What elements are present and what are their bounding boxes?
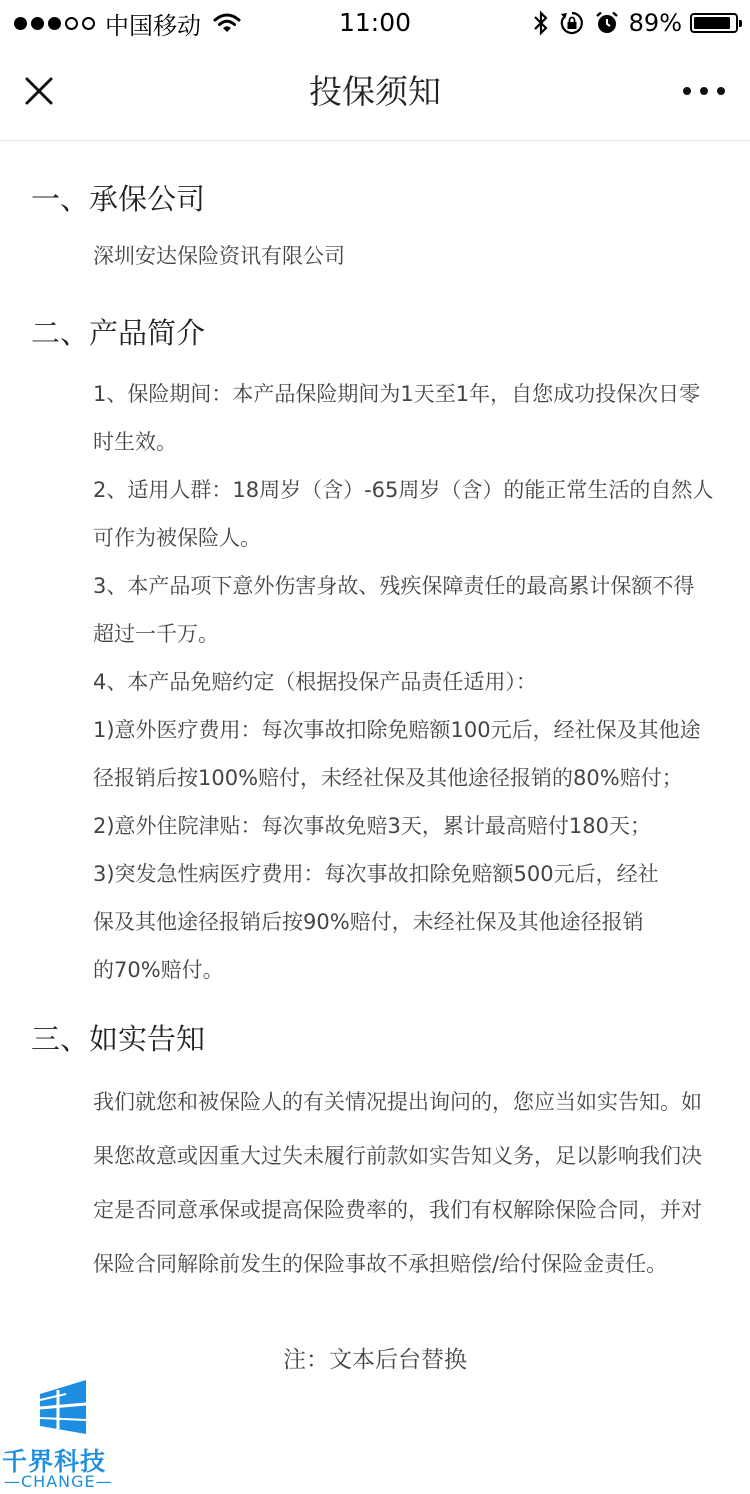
bluetooth-icon bbox=[533, 10, 549, 36]
battery-percent: 89% bbox=[628, 9, 682, 37]
watermark-sub: —CHANGE— bbox=[4, 1472, 113, 1491]
section-line: 深圳安达保险资讯有限公司 bbox=[93, 244, 345, 268]
section-line: 保险合同解除前发生的保险事故不承担赔偿/给付保险金责任。 bbox=[93, 1252, 668, 1276]
more-icon[interactable] bbox=[682, 80, 726, 102]
section-line: 1、保险期间：本产品保险期间为1天至1年，自您成功投保次日零 bbox=[93, 382, 701, 406]
footnote: 注：文本后台替换 bbox=[283, 1347, 467, 1373]
battery-icon bbox=[690, 13, 738, 33]
section-line: 定是否同意承保或提高保险费率的，我们有权解除保险合同，并对 bbox=[93, 1198, 702, 1222]
page-title: 投保须知 bbox=[309, 72, 441, 111]
watermark-name: 千界科技 bbox=[2, 1447, 107, 1476]
section-line: 的70%赔付。 bbox=[93, 958, 224, 982]
battery-tip bbox=[739, 20, 742, 27]
section-title-product-intro: 二、产品简介 bbox=[31, 316, 206, 350]
section-line: 时生效。 bbox=[93, 430, 177, 454]
section-line: 保及其他途径报销后按90%赔付，未经社保及其他途径报销 bbox=[93, 910, 644, 934]
status-bar bbox=[0, 0, 750, 46]
alarm-icon bbox=[595, 11, 619, 35]
nav-bar bbox=[0, 46, 750, 141]
section-line: 4、本产品免赔约定（根据投保产品责任适用）： bbox=[93, 670, 537, 694]
section-title-underwriter: 一、承保公司 bbox=[31, 182, 206, 216]
section-line: 径报销后按100%赔付，未经社保及其他途径报销的80%赔付； bbox=[93, 766, 683, 790]
section-line: 果您故意或因重大过失未履行前款如实告知义务，足以影响我们决 bbox=[93, 1144, 702, 1168]
section-line: 3、本产品项下意外伤害身故、残疾保障责任的最高累计保额不得 bbox=[93, 574, 695, 598]
watermark-logo bbox=[0, 1376, 130, 1494]
orientation-lock-icon bbox=[559, 10, 585, 36]
status-time: 11:00 bbox=[338, 8, 412, 37]
section-line: 我们就您和被保险人的有关情况提出询问的，您应当如实告知。如 bbox=[93, 1090, 702, 1114]
section-line: 3)突发急性病医疗费用：每次事故扣除免赔额500元后，经社 bbox=[93, 862, 659, 886]
logo-window-icon bbox=[0, 1376, 130, 1442]
section-line: 超过一千万。 bbox=[93, 622, 219, 646]
section-title-disclosure: 三、如实告知 bbox=[31, 1022, 206, 1056]
section-line: 2、适用人群：18周岁（含）-65周岁（含）的能正常生活的自然人 bbox=[93, 478, 714, 502]
section-line: 可作为被保险人。 bbox=[93, 526, 261, 550]
section-line: 1)意外医疗费用：每次事故扣除免赔额100元后，经社保及其他途 bbox=[93, 718, 701, 742]
carrier-name: 中国移动 bbox=[105, 11, 201, 40]
status-right-group bbox=[523, 8, 738, 38]
battery-fill bbox=[694, 17, 730, 29]
section-line: 2)意外住院津贴：每次事故免赔3天，累计最高赔付180天； bbox=[93, 814, 651, 838]
